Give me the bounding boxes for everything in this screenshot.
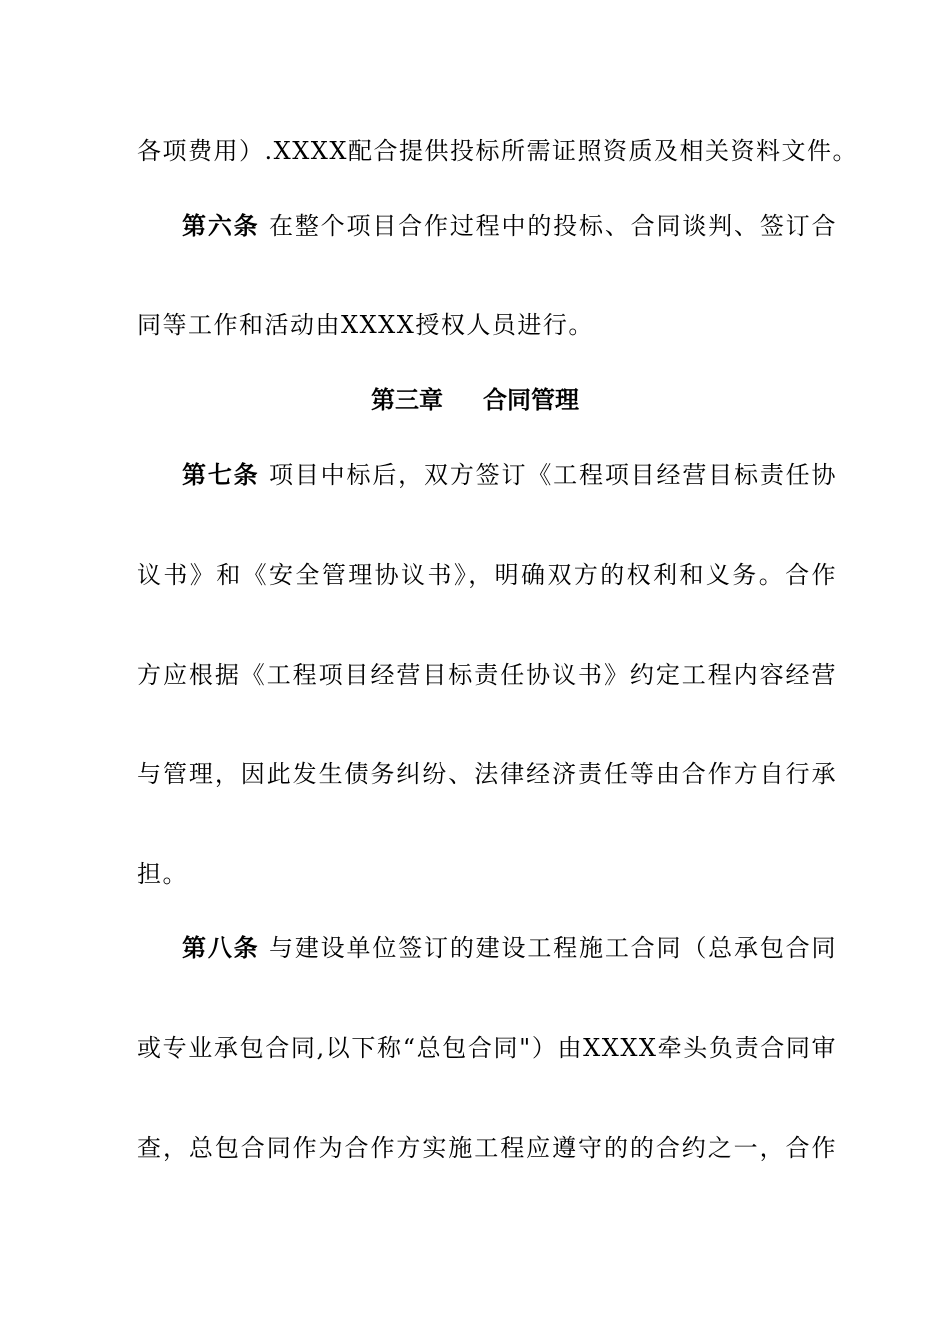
paragraph-fees-line: 各项费用）.XXXX配合提供投标所需证照资质及相关资料文件。 xyxy=(137,137,858,165)
chapter-3-title: 合同管理 xyxy=(483,386,579,414)
article-8-line-3: 查，总包合同作为合作方实施工程应遵守的的合约之一，合作 xyxy=(137,1134,837,1162)
article-6-text-1: 在整个项目合作过程中的投标、合同谈判、签订合 xyxy=(268,212,838,240)
article-7-line-5: 担。 xyxy=(137,860,188,888)
article-8-line-2: 或专业承包合同,以下称“总包合同"）由XXXX牵头负责合同审 xyxy=(137,1034,837,1062)
article-6-line-2: 同等工作和活动由XXXX授权人员进行。 xyxy=(137,311,594,339)
chapter-3-number: 第三章 xyxy=(371,386,443,414)
article-7-title: 第七条 xyxy=(182,461,260,489)
article-8-line-1 xyxy=(182,933,837,963)
article-6-line-1 xyxy=(182,211,837,241)
article-7-line-3: 方应根据《工程项目经营目标责任协议书》约定工程内容经营 xyxy=(137,661,837,689)
article-6-title: 第六条 xyxy=(182,212,260,240)
article-7-text-1: 项目中标后，双方签订《工程项目经营目标责任协 xyxy=(268,461,838,489)
article-7-line-2: 议书》和《安全管理协议书》，明确双方的权利和义务。合作 xyxy=(137,561,837,589)
chapter-3-heading xyxy=(0,385,950,415)
article-8-title: 第八条 xyxy=(182,934,260,962)
article-8-text-1: 与建设单位签订的建设工程施工合同（总承包合同 xyxy=(268,934,838,962)
article-7-line-1 xyxy=(182,460,837,490)
article-7-line-4: 与管理，因此发生债务纠纷、法律经济责任等由合作方自行承 xyxy=(137,760,837,788)
